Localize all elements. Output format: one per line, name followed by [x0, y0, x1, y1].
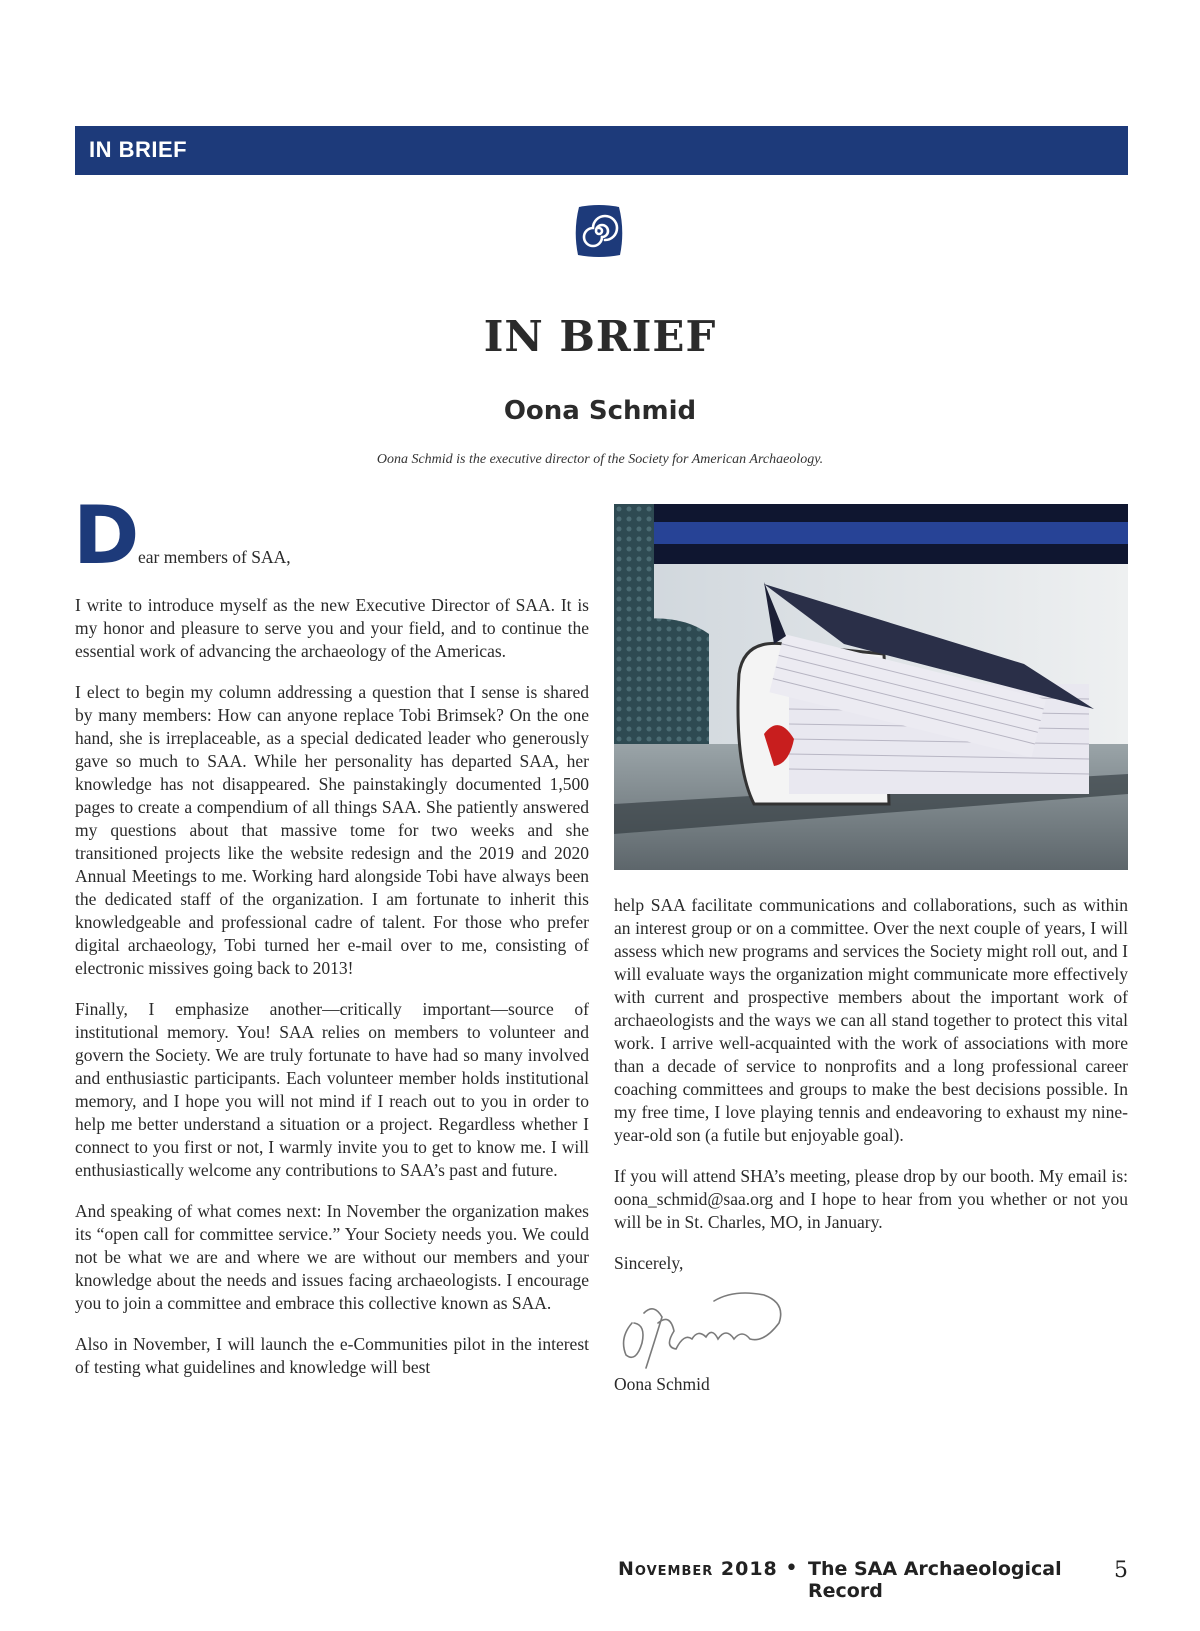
footer-publication: The SAA Archaeological Record — [808, 1558, 1062, 1602]
footer-issue: November 2018 — [618, 1558, 778, 1580]
paragraph: help SAA facilitate communications and collaborations, such as within an interest group or on a committee. Over the next couple of years, I will assess which new programs and services the Society might roll out, and I will evaluate ways the organization might communicate more effectively with current and prospective members about the important work of archaeologists and the ways we can all stand together to protect this vital work. I arrive well-acquainted with the work of associations with more than a decade of service to nonprofits and a long professional career coaching committees and groups to make the best decisions possible. In my free time, I love playing tennis and endeavoring to exhaust my nine-year-old son (a futile but enjoyable goal). — [614, 895, 1128, 1145]
binders-photo — [614, 504, 1128, 870]
article-title: IN BRIEF — [483, 312, 717, 361]
spiral-logo-icon — [573, 203, 625, 259]
salutation — [73, 489, 589, 582]
signature-name: Oona Schmid — [614, 1374, 710, 1394]
section-banner — [75, 126, 1128, 175]
drop-cap: D — [73, 489, 140, 582]
left-column — [73, 489, 589, 1397]
closing: Sincerely, — [614, 1253, 684, 1273]
section-label: IN BRIEF — [89, 137, 188, 162]
page-footer — [618, 1556, 1128, 1602]
right-column — [614, 894, 1128, 1414]
paragraph: And speaking of what comes next: In November the organization makes its “open call for committee service.” Your Society needs you. We could not be what we are and where we are without our members and your knowledge about the needs and issues facing archaeologists. I encourage you to join a committee and embrace this collective known as SAA. — [75, 1201, 589, 1313]
paragraph: Finally, I emphasize another—critically important—source of institutional memory. You! SAA relies on members to volunteer and govern the Society. We are truly fortunate to have had so many involved and enthusiastic participants. Each volunteer member holds institutional memory, and I hope you will not mind if I reach out to you in order to help me better understand a situation or a project. Regardless whether I connect to you first or not, I warmly invite you to get to know me. I will enthusiastically welcome any contributions to SAA’s past and future. — [75, 999, 589, 1180]
author-byline: Oona Schmid is the executive director of the Society for American Archaeology. — [376, 452, 824, 467]
signature-image — [614, 1283, 794, 1373]
paragraph: If you will attend SHA’s meeting, please drop by our booth. My email is: oona_schmid@saa.org and I hope to hear from you whether or not you will be in St. Charles, MO, in January. — [614, 1166, 1128, 1232]
salutation-text: ear members of SAA, — [138, 547, 291, 567]
footer-separator: • — [785, 1556, 798, 1581]
paragraph: I elect to begin my column addressing a question that I sense is shared by many members: How can anyone replace Tobi Brimsek? On the one hand, she is irreplaceable, as a special dedicated leader who generously gave so much to SAA. While her personality has departed SAA, her knowledge has not disappeared. She painstakingly documented 1,500 pages to create a compendium of all things SAA. She patiently answered my questions about that massive tome for two weeks and she transitioned projects like the website redesign and the 2019 and 2020 Annual Meetings to me. Working hard alongside Tobi have always been the dedicated staff of the organization. I am fortunate to inherit this knowledgeable and professional cadre of talent. For those who prefer digital archaeology, Tobi turned her e-mail over to me, consisting of electronic missives going back to 2013! — [75, 682, 589, 978]
paragraph: Also in November, I will launch the e-Communities pilot in the interest of testing what guidelines and knowledge will best — [75, 1334, 589, 1377]
author-name: Oona Schmid — [503, 396, 697, 426]
page-number: 5 — [1114, 1558, 1128, 1583]
paragraph: I write to introduce myself as the new Executive Director of SAA. It is my honor and pleasure to serve you and your field, and to continue the essential work of advancing the archaeology of the Americas. — [75, 595, 589, 661]
